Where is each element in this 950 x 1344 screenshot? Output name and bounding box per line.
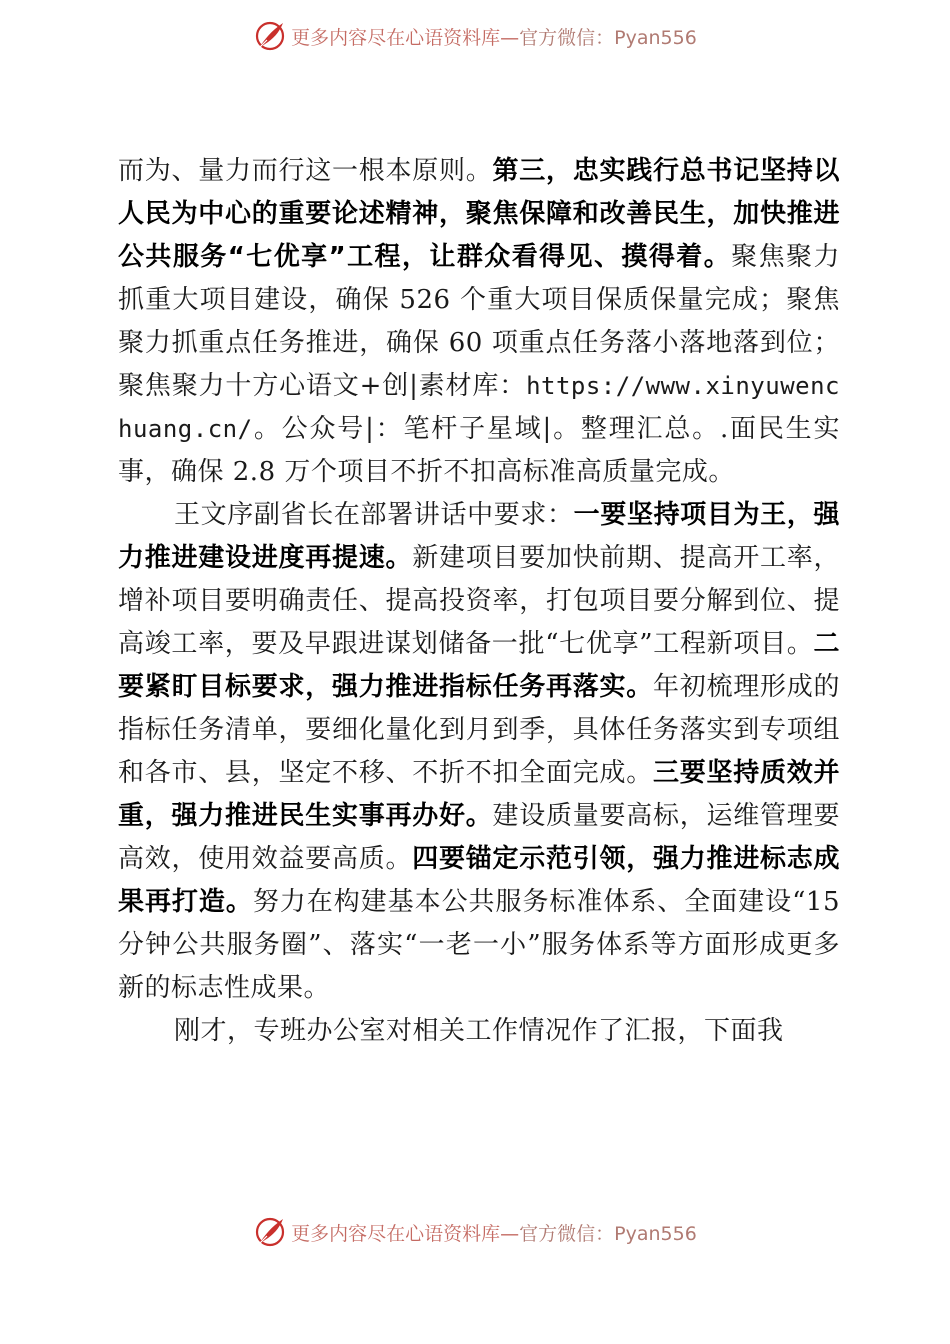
text-run: 聚焦聚力抓重大项目建设，确保 526 个重大项目保质保量完成；聚焦聚力抓重点任务推进，确保 60 项重点任务落小落地落到位；聚焦聚力十方心语文+创|素材库： xyxy=(118,242,840,401)
text-run: 年初梳理形成的指标任务清单，要细化量化到月到季，具体任务落实到专项组和各市、县，坚定不移、不折不扣全面完成。 xyxy=(118,672,840,788)
quill-pen-logo-icon xyxy=(253,1215,287,1249)
text-run: 努力在构建基本公共服务标准体系、全面建设“15 分钟公共服务圈”、落实“一老一小”服务体系等方面形成更多新的标志性成果。 xyxy=(118,887,840,1003)
footer-watermark xyxy=(0,1212,950,1252)
text-run: 而为、量力而行这一根本原则。 xyxy=(118,156,493,186)
header-wechat-text: 官方微信：Pyan556 xyxy=(519,26,697,49)
bold-heading: 二要紧盯目标要求，强力推进指标任务再落实。 xyxy=(118,629,840,702)
bold-heading: 四要锚定示范引领，强力推进标志成果再打造。 xyxy=(118,844,840,917)
paragraph-2 xyxy=(118,494,840,1010)
paragraph-1 xyxy=(118,150,840,494)
footer-wechat-text: 官方微信：Pyan556 xyxy=(519,1222,697,1245)
header-site-text: 更多内容尽在心语资料库— xyxy=(291,26,520,49)
footer-site-text: 更多内容尽在心语资料库— xyxy=(291,1222,520,1245)
paragraph-3 xyxy=(118,1010,840,1053)
bold-heading: 一要坚持项目为王，强力推进建设进度再提速。 xyxy=(118,500,840,573)
text-run: 建设质量要高标，运维管理要高效，使用效益要高质。 xyxy=(118,801,840,874)
document-body xyxy=(118,150,840,1053)
text-run: 新建项目要加快前期、提高开工率，增补项目要明确责任、提高投资率，打包项目要分解到位、提高竣工率，要及早跟进谋划储备一批“七优享”工程新项目。 xyxy=(118,543,840,659)
url-text: https://www.xinyuwenchuang.cn/ xyxy=(118,372,840,443)
bold-heading: 第三，忠实践行总书记坚持以人民为中心的重要论述精神，聚焦保障和改善民生，加快推进公共服务“七优享”工程，让群众看得见、摸得着。 xyxy=(118,156,840,272)
header-watermark xyxy=(0,16,950,56)
text-run: 。公众号|：笔杆子星域|。整理汇总。.面民生实事，确保 2.8 万个项目不折不扣高标准高质量完成。 xyxy=(118,414,840,487)
text-run: 刚才，专班办公室对相关工作情况作了汇报，下面我 xyxy=(174,1016,784,1046)
text-run: 王文序副省长在部署讲话中要求： xyxy=(174,500,574,530)
bold-heading: 三要坚持质效并重，强力推进民生实事再办好。 xyxy=(118,758,840,831)
quill-pen-logo-icon xyxy=(253,19,287,53)
